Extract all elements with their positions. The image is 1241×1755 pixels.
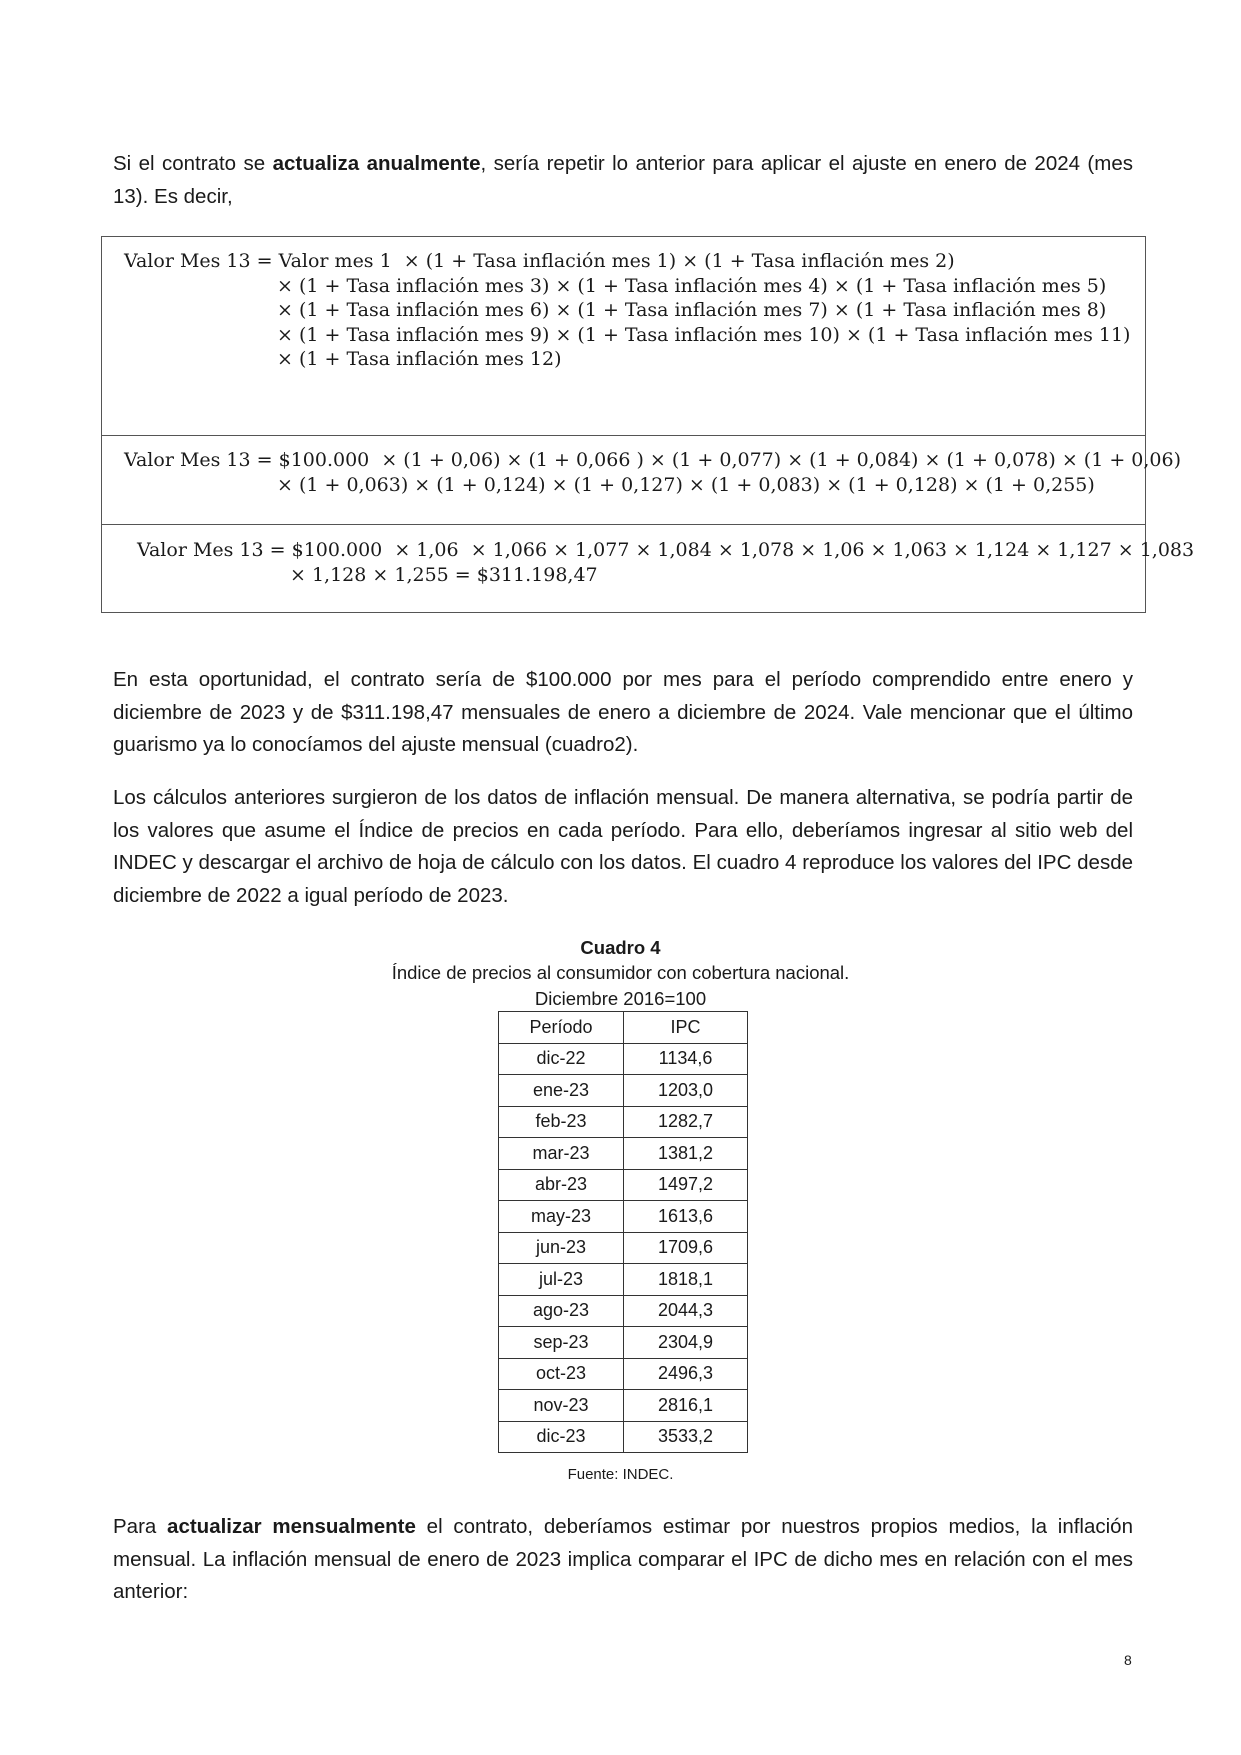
ipc-cell: 3533,2 — [624, 1421, 748, 1453]
formula-line: Valor Mes 13 = $100.000 × 1,06 × 1,066 × 1,077 × 1,084 × 1,078 × 1,06 × 1,063 × 1,124 × 1,127 × 1,083 — [137, 539, 1195, 561]
paragraph-text: Si el contrato se — [113, 152, 273, 175]
formula-line: × (1 + Tasa inflación mes 12) — [277, 348, 562, 370]
table-row — [499, 1138, 748, 1170]
column-header: Período — [499, 1012, 624, 1044]
formula-block-factors — [101, 524, 1195, 613]
period-cell: dic-23 — [499, 1421, 624, 1453]
column-header: IPC — [624, 1012, 748, 1044]
period-cell: may-23 — [499, 1201, 624, 1233]
table-row — [499, 1106, 748, 1138]
table-base: Diciembre 2016=100 — [534, 988, 707, 1009]
table-subtitle: Índice de precios al consumidor con cobertura nacional. — [391, 962, 850, 983]
table-row — [499, 1421, 748, 1453]
ipc-cell: 1282,7 — [624, 1106, 748, 1138]
page-number: 8 — [1124, 1652, 1132, 1668]
period-cell: dic-22 — [499, 1043, 624, 1075]
period-cell: abr-23 — [499, 1169, 624, 1201]
formula-line: Valor Mes 13 = Valor mes 1 × (1 + Tasa inflación mes 1) × (1 + Tasa inflación mes 2) — [124, 250, 955, 272]
period-cell: jul-23 — [499, 1264, 624, 1296]
paragraph-monthly-update — [113, 1511, 1133, 1609]
table-row — [499, 1295, 748, 1327]
formula-line: × 1,128 × 1,255 = $311.198,47 — [290, 563, 598, 586]
ipc-cell: 1381,2 — [624, 1138, 748, 1170]
paragraph-bold-text: actualiza anualmente — [272, 152, 481, 175]
ipc-cell: 1134,6 — [624, 1043, 748, 1075]
table-title: Cuadro 4 — [580, 937, 661, 958]
formula-line: × (1 + 0,063) × (1 + 0,124) × (1 + 0,127) × (1 + 0,083) × (1 + 0,128) × (1 + 0,255) — [277, 473, 1095, 496]
ipc-cell: 2304,9 — [624, 1327, 748, 1359]
ipc-cell: 1613,6 — [624, 1201, 748, 1233]
paragraph-contract-result: En esta oportunidad, el contrato sería de $100.000 por mes para el período comprendido entre enero y diciembre de 2023 y de $311.198,47 mensuales de enero a diciembre de 2024. Vale mencionar que el último guarismo ya lo conocíamos del ajuste mensual (cuadro2). — [113, 668, 1133, 756]
period-cell: mar-23 — [499, 1138, 624, 1170]
paragraph-text: el contrato, deberíamos estimar por nuestros propios medios, la inflación mensual. La inflación mensual de enero de 2023 implica comparar el IPC de dicho mes en relación con el mes anterior: — [113, 1515, 1133, 1603]
ipc-cell: 2496,3 — [624, 1358, 748, 1390]
period-cell: sep-23 — [499, 1327, 624, 1359]
table-source: Fuente: INDEC. — [567, 1466, 674, 1483]
paragraph-text: , sería repetir lo anterior para aplicar el ajuste en enero de 2024 (mes 13). Es decir, — [113, 152, 1133, 208]
period-cell: oct-23 — [499, 1358, 624, 1390]
period-cell: nov-23 — [499, 1390, 624, 1422]
paragraph-bold-text: actualizar mensualmente — [167, 1515, 416, 1538]
ipc-cell: 2816,1 — [624, 1390, 748, 1422]
paragraph-text: Para — [113, 1515, 168, 1538]
period-cell: feb-23 — [499, 1106, 624, 1138]
ipc-table — [498, 1011, 748, 1453]
formula-block-rates — [101, 435, 1181, 524]
ipc-cell: 1497,2 — [624, 1169, 748, 1201]
period-cell: ago-23 — [499, 1295, 624, 1327]
period-cell: ene-23 — [499, 1075, 624, 1107]
period-cell: jun-23 — [499, 1232, 624, 1264]
table-row — [499, 1075, 748, 1107]
table-row — [499, 1390, 748, 1422]
table-header-row — [499, 1012, 748, 1044]
ipc-cell: 1709,6 — [624, 1232, 748, 1264]
table-row — [499, 1169, 748, 1201]
ipc-cell: 1818,1 — [624, 1264, 748, 1296]
paragraph-annual-update — [113, 148, 1133, 213]
table-row — [499, 1358, 748, 1390]
formula-block-general — [101, 236, 1146, 435]
table-row — [499, 1327, 748, 1359]
formula-line: × (1 + Tasa inflación mes 3) × (1 + Tasa inflación mes 4) × (1 + Tasa inflación mes 5) — [277, 274, 1107, 297]
formula-line: Valor Mes 13 = $100.000 × (1 + 0,06) × (1 + 0,066 ) × (1 + 0,077) × (1 + 0,084) × (1 + 0,078) × (1 + 0,06) — [124, 449, 1181, 471]
table-row — [499, 1201, 748, 1233]
table-row — [499, 1264, 748, 1296]
formula-line: × (1 + Tasa inflación mes 9) × (1 + Tasa inflación mes 10) × (1 + Tasa inflación mes 11) — [277, 323, 1131, 346]
table-row — [499, 1232, 748, 1264]
ipc-cell: 1203,0 — [624, 1075, 748, 1107]
formula-line: × (1 + Tasa inflación mes 6) × (1 + Tasa inflación mes 7) × (1 + Tasa inflación mes 8) — [277, 299, 1107, 321]
ipc-cell: 2044,3 — [624, 1295, 748, 1327]
table-row — [499, 1043, 748, 1075]
paragraph-index-method: Los cálculos anteriores surgieron de los datos de inflación mensual. De manera alternativa, se podría partir de los valores que asume el Índice de precios en cada período. Para ello, deberíamos ingresar al sitio web del INDEC y descargar el archivo de hoja de cálculo con los datos. El cuadro 4 reproduce los valores del IPC desde diciembre de 2022 a igual período de 2023. — [113, 786, 1133, 907]
